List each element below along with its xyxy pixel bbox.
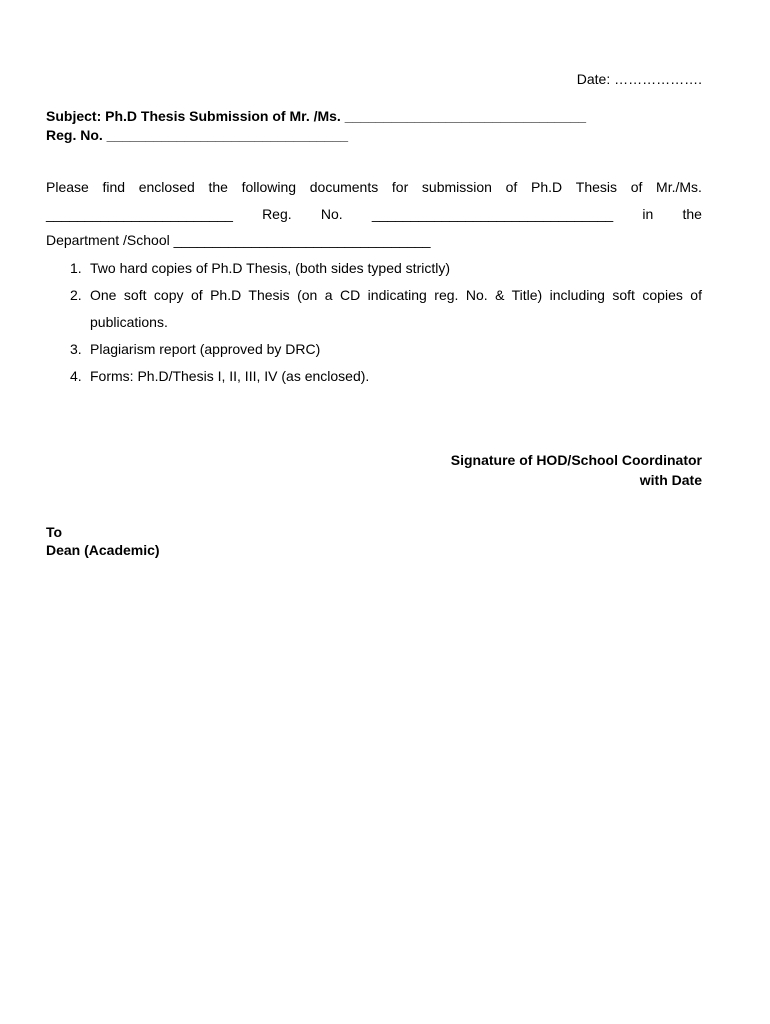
body-word: enclosed — [138, 179, 195, 195]
body-word: of — [630, 179, 643, 195]
date-field: Date: ………………. — [576, 71, 702, 87]
body-word: ________________________ — [46, 205, 233, 222]
subject-block — [46, 107, 586, 145]
reg-no-line: Reg. No. _______________________________ — [46, 127, 349, 143]
recipient-block — [46, 523, 160, 559]
list-item — [46, 255, 702, 282]
list-item-text: Plagiarism report (approved by DRC) — [90, 341, 321, 357]
list-item-text: Forms: Ph.D/Thesis I, II, III, IV (as enclosed). — [90, 368, 370, 384]
subject-line: Subject: Ph.D Thesis Submission of Mr. /Ms. _______________________________ — [46, 108, 587, 124]
body-word: _______________________________ — [371, 205, 614, 222]
list-item-number: 1. — [70, 260, 82, 276]
signature-date-line: with Date — [639, 472, 702, 488]
body-word: following — [241, 179, 297, 195]
body-line-2 — [46, 201, 702, 228]
body-word: Thesis — [575, 179, 618, 195]
list-item — [46, 282, 702, 336]
body-word: of — [505, 179, 518, 195]
list-item-number: 4. — [70, 368, 82, 384]
list-item-number: 3. — [70, 341, 82, 357]
body-word: find — [102, 179, 126, 195]
body-word: No. — [320, 205, 343, 222]
list-item-text: One soft copy of Ph.D Thesis (on a CD indicating reg. No. & Title) including soft copies of publications. — [90, 287, 702, 330]
body-word: Mr./Ms. — [656, 179, 702, 195]
body-word: Please — [46, 179, 89, 195]
body-line-1 — [46, 174, 702, 201]
body-word: for — [391, 179, 409, 195]
signature-line: Signature of HOD/School Coordinator — [450, 452, 702, 468]
body-word: in — [642, 205, 654, 222]
body-word: Reg. — [262, 205, 292, 222]
list-item — [46, 363, 702, 390]
signature-block — [451, 450, 702, 490]
list-item-number: 2. — [70, 287, 82, 303]
body-word: Ph.D — [530, 179, 563, 195]
body-word: the — [682, 205, 702, 222]
to-label: To — [46, 524, 63, 540]
recipient-name: Dean (Academic) — [46, 542, 160, 558]
body-paragraph — [46, 174, 702, 254]
body-word: submission — [421, 179, 492, 195]
body-line-3: Department /School _________________________________ — [46, 232, 431, 248]
body-word: documents — [309, 179, 379, 195]
list-item — [46, 336, 702, 363]
body-word: the — [208, 179, 228, 195]
enclosed-documents-list — [46, 255, 702, 390]
list-item-text: Two hard copies of Ph.D Thesis, (both sides typed strictly) — [90, 260, 451, 276]
